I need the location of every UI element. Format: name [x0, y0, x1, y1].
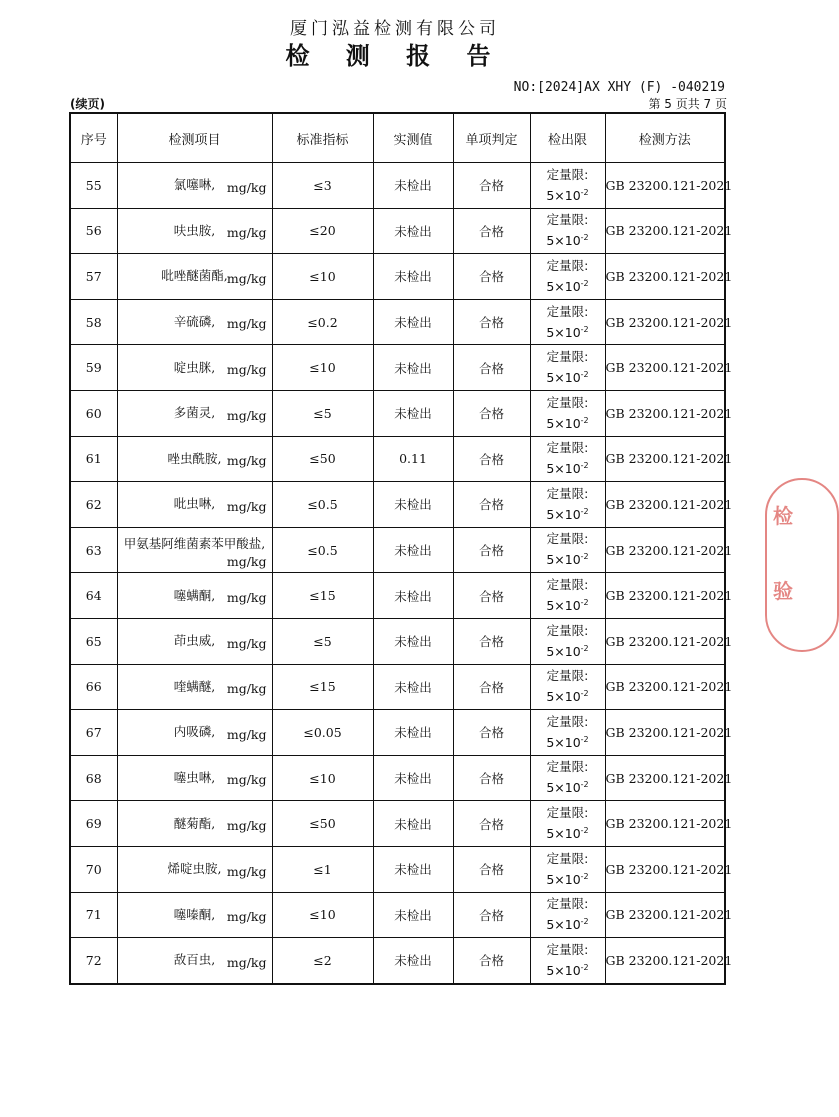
lod-value: 5×10	[546, 962, 581, 978]
lod-prefix: 定量限:	[546, 485, 589, 501]
judgment: 合格	[453, 664, 530, 710]
row-no: 63	[70, 527, 117, 573]
judgment: 合格	[453, 299, 530, 345]
test-item-unit: mg/kg	[226, 681, 267, 697]
lod-value: 5×10	[546, 461, 581, 477]
table-row	[70, 345, 725, 391]
detection-limit	[530, 801, 605, 847]
test-method: GB 23200.121-2021	[605, 299, 725, 345]
measured-value: 未检出	[373, 892, 453, 938]
table-row	[70, 755, 725, 801]
measured-value: 未检出	[373, 801, 453, 847]
table-row	[70, 254, 725, 300]
lod-exponent: -2	[580, 278, 589, 288]
test-item-name: 醚菊酯,	[173, 815, 216, 831]
measured-value: 未检出	[373, 299, 453, 345]
lod-value: 5×10	[546, 917, 581, 933]
test-item	[117, 299, 272, 345]
lod-value: 5×10	[546, 507, 581, 523]
test-item-name: 唑虫酰胺,	[167, 450, 222, 466]
row-no: 67	[70, 710, 117, 756]
test-method: GB 23200.121-2021	[605, 710, 725, 756]
standard-limit: ≤0.2	[272, 299, 373, 345]
test-item	[117, 618, 272, 664]
report-title: 检 测 报 告	[285, 42, 505, 70]
table-row	[70, 163, 725, 209]
lod-prefix: 定量限:	[546, 257, 589, 273]
lod-exponent: -2	[580, 187, 589, 197]
test-item	[117, 345, 272, 391]
test-method: GB 23200.121-2021	[605, 163, 725, 209]
test-method: GB 23200.121-2021	[605, 436, 725, 482]
test-item-unit: mg/kg	[226, 453, 267, 469]
judgment: 合格	[453, 846, 530, 892]
detection-limit	[530, 573, 605, 619]
judgment: 合格	[453, 527, 530, 573]
test-method: GB 23200.121-2021	[605, 755, 725, 801]
detection-limit	[530, 208, 605, 254]
lod-exponent: -2	[580, 780, 589, 790]
lod-value: 5×10	[546, 370, 581, 386]
test-method: GB 23200.121-2021	[605, 345, 725, 391]
detection-limit	[530, 299, 605, 345]
lod-exponent: -2	[580, 415, 589, 425]
measured-value: 未检出	[373, 664, 453, 710]
test-item	[117, 436, 272, 482]
test-item-name: 茚虫威,	[173, 633, 216, 649]
detection-limit	[530, 482, 605, 528]
lod-exponent: -2	[580, 233, 589, 243]
lod-prefix: 定量限:	[546, 759, 589, 775]
judgment: 合格	[453, 618, 530, 664]
lod-exponent: -2	[580, 962, 589, 972]
detection-limit	[530, 527, 605, 573]
lod-exponent: -2	[580, 643, 589, 653]
test-item	[117, 482, 272, 528]
test-item-name: 噻螨酮,	[173, 587, 216, 603]
test-item-unit: mg/kg	[226, 817, 267, 833]
lod-exponent: -2	[580, 552, 589, 562]
test-item	[117, 801, 272, 847]
lod-prefix: 定量限:	[546, 531, 589, 547]
row-no: 55	[70, 163, 117, 209]
lod-exponent: -2	[580, 461, 589, 471]
standard-limit: ≤3	[272, 163, 373, 209]
test-method: GB 23200.121-2021	[605, 664, 725, 710]
lod-value: 5×10	[546, 552, 581, 568]
standard-limit: ≤0.05	[272, 710, 373, 756]
row-no: 56	[70, 208, 117, 254]
table-row	[70, 710, 725, 756]
row-no: 71	[70, 892, 117, 938]
judgment: 合格	[453, 710, 530, 756]
test-item	[117, 664, 272, 710]
table-row	[70, 618, 725, 664]
test-item-unit: mg/kg	[226, 863, 267, 879]
standard-limit: ≤10	[272, 345, 373, 391]
col-header-method: 检测方法	[605, 113, 725, 163]
measured-value: 未检出	[373, 755, 453, 801]
judgment: 合格	[453, 254, 530, 300]
lod-value: 5×10	[546, 735, 581, 750]
detection-limit	[530, 618, 605, 664]
judgment: 合格	[453, 163, 530, 209]
lod-prefix: 定量限:	[546, 622, 589, 638]
stamp-char: 验	[773, 579, 793, 603]
test-item-name: 啶虫脒,	[173, 359, 216, 375]
judgment: 合格	[453, 436, 530, 482]
detection-limit	[530, 163, 605, 209]
standard-limit: ≤5	[272, 618, 373, 664]
row-no: 70	[70, 846, 117, 892]
detection-limit	[530, 710, 605, 756]
red-seal-stamp	[765, 478, 839, 652]
lod-value: 5×10	[546, 187, 581, 203]
judgment: 合格	[453, 573, 530, 619]
row-no: 65	[70, 618, 117, 664]
standard-limit: ≤50	[272, 436, 373, 482]
test-item	[117, 755, 272, 801]
test-method: GB 23200.121-2021	[605, 892, 725, 938]
test-item	[117, 208, 272, 254]
page-number: 第 5 页共 7 页	[648, 97, 727, 111]
test-method: GB 23200.121-2021	[605, 618, 725, 664]
detection-limit	[530, 846, 605, 892]
standard-limit: ≤20	[272, 208, 373, 254]
test-method: GB 23200.121-2021	[605, 573, 725, 619]
measured-value: 未检出	[373, 345, 453, 391]
test-item-unit: mg/kg	[226, 589, 267, 605]
col-header-no: 序号	[70, 113, 117, 163]
lod-exponent: -2	[580, 598, 589, 608]
judgment: 合格	[453, 801, 530, 847]
table-row	[70, 846, 725, 892]
test-item	[117, 892, 272, 938]
report-number: NO:[2024]AX XHY (F) -040219	[513, 80, 725, 95]
judgment: 合格	[453, 390, 530, 436]
standard-limit: ≤2	[272, 938, 373, 984]
row-no: 61	[70, 436, 117, 482]
lod-exponent: -2	[580, 917, 589, 927]
test-item-unit: mg/kg	[226, 772, 267, 788]
table-row	[70, 527, 725, 573]
standard-limit: ≤0.5	[272, 527, 373, 573]
detection-limit	[530, 390, 605, 436]
test-method: GB 23200.121-2021	[605, 390, 725, 436]
col-header-measured: 实测值	[373, 113, 453, 163]
lod-exponent: -2	[580, 370, 589, 380]
row-no: 60	[70, 390, 117, 436]
lod-exponent: -2	[580, 826, 589, 836]
standard-limit: ≤10	[272, 254, 373, 300]
measured-value: 0.11	[373, 436, 453, 482]
results-table	[69, 112, 733, 985]
measured-value: 未检出	[373, 618, 453, 664]
lod-exponent: -2	[580, 324, 589, 334]
standard-limit: ≤15	[272, 573, 373, 619]
table-row	[70, 299, 725, 345]
lod-exponent: -2	[580, 871, 589, 881]
test-item-name: 内吸磷,	[173, 724, 216, 740]
test-method: GB 23200.121-2021	[605, 208, 725, 254]
standard-limit: ≤0.5	[272, 482, 373, 528]
continued-label: (续页)	[70, 97, 105, 111]
company-name: 厦门泓益检测有限公司	[290, 19, 500, 39]
test-item	[117, 527, 272, 573]
lod-exponent: -2	[580, 506, 589, 516]
lod-prefix: 定量限:	[546, 349, 589, 365]
lod-prefix: 定量限:	[546, 212, 589, 228]
lod-value: 5×10	[546, 826, 581, 842]
measured-value: 未检出	[373, 208, 453, 254]
lod-value: 5×10	[546, 279, 581, 295]
row-no: 66	[70, 664, 117, 710]
table-row	[70, 801, 725, 847]
col-header-judgment: 单项判定	[453, 113, 530, 163]
lod-value: 5×10	[546, 689, 581, 705]
detection-limit	[530, 755, 605, 801]
test-item	[117, 254, 272, 300]
lod-value: 5×10	[546, 324, 581, 340]
test-method: GB 23200.121-2021	[605, 938, 725, 984]
test-item	[117, 846, 272, 892]
detection-limit	[530, 436, 605, 482]
test-item-unit: mg/kg	[226, 270, 267, 286]
test-item	[117, 390, 272, 436]
measured-value: 未检出	[373, 846, 453, 892]
detection-limit	[530, 254, 605, 300]
lod-prefix: 定量限:	[546, 805, 589, 821]
row-no: 69	[70, 801, 117, 847]
measured-value: 未检出	[373, 390, 453, 436]
detection-limit	[530, 664, 605, 710]
measured-value: 未检出	[373, 938, 453, 984]
lod-prefix: 定量限:	[546, 394, 589, 410]
table-row	[70, 390, 725, 436]
test-item	[117, 163, 272, 209]
test-item-unit: mg/kg	[226, 554, 267, 570]
standard-limit: ≤5	[272, 390, 373, 436]
stamp-char: 检	[773, 504, 793, 528]
lod-prefix: 定量限:	[546, 713, 589, 729]
judgment: 合格	[453, 345, 530, 391]
test-item-name: 多菌灵,	[173, 405, 216, 421]
lod-exponent: -2	[580, 734, 589, 744]
row-no: 64	[70, 573, 117, 619]
col-header-lod: 检出限	[530, 113, 605, 163]
row-no: 72	[70, 938, 117, 984]
test-item	[117, 573, 272, 619]
test-item	[117, 938, 272, 984]
measured-value: 未检出	[373, 527, 453, 573]
table-row	[70, 573, 725, 619]
test-method: GB 23200.121-2021	[605, 254, 725, 300]
standard-limit: ≤10	[272, 892, 373, 938]
row-no: 57	[70, 254, 117, 300]
table-header-row	[70, 113, 725, 163]
test-item-name: 噻嗪酮,	[173, 906, 216, 922]
test-item-unit: mg/kg	[226, 407, 267, 423]
test-item-name: 喹螨醚,	[173, 678, 216, 694]
table-row	[70, 482, 725, 528]
test-method: GB 23200.121-2021	[605, 482, 725, 528]
standard-limit: ≤15	[272, 664, 373, 710]
test-item-unit: mg/kg	[226, 909, 267, 925]
lod-value: 5×10	[546, 643, 581, 659]
test-item-name: 呋虫胺,	[173, 222, 216, 238]
test-item	[117, 710, 272, 756]
test-item-name: 吡唑醚菌酯,	[161, 268, 228, 284]
lod-exponent: -2	[580, 689, 589, 699]
test-item-unit: mg/kg	[226, 225, 267, 241]
test-item-unit: mg/kg	[226, 316, 267, 332]
col-header-standard: 标准指标	[272, 113, 373, 163]
lod-prefix: 定量限:	[546, 850, 589, 866]
measured-value: 未检出	[373, 482, 453, 528]
lod-value: 5×10	[546, 780, 581, 796]
lod-prefix: 定量限:	[546, 668, 589, 684]
measured-value: 未检出	[373, 573, 453, 619]
test-item-name: 辛硫磷,	[173, 314, 216, 330]
row-no: 68	[70, 755, 117, 801]
standard-limit: ≤1	[272, 846, 373, 892]
detection-limit	[530, 345, 605, 391]
measured-value: 未检出	[373, 710, 453, 756]
table-row	[70, 892, 725, 938]
table-row	[70, 664, 725, 710]
judgment: 合格	[453, 482, 530, 528]
table-row	[70, 208, 725, 254]
judgment: 合格	[453, 755, 530, 801]
lod-prefix: 定量限:	[546, 166, 589, 182]
measured-value: 未检出	[373, 254, 453, 300]
lod-value: 5×10	[546, 233, 581, 249]
test-item-unit: mg/kg	[226, 179, 267, 195]
test-item-name: 氯噻啉,	[173, 177, 216, 193]
test-method: GB 23200.121-2021	[605, 801, 725, 847]
lod-prefix: 定量限:	[546, 577, 589, 593]
lod-prefix: 定量限:	[546, 303, 589, 319]
test-item-unit: mg/kg	[226, 635, 267, 651]
lod-prefix: 定量限:	[546, 941, 589, 957]
lod-value: 5×10	[546, 415, 581, 431]
detection-limit	[530, 892, 605, 938]
standard-limit: ≤50	[272, 801, 373, 847]
table-row	[70, 436, 725, 482]
table-row	[70, 938, 725, 984]
test-item-unit: mg/kg	[226, 954, 267, 970]
row-no: 62	[70, 482, 117, 528]
judgment: 合格	[453, 892, 530, 938]
row-no: 58	[70, 299, 117, 345]
lod-value: 5×10	[546, 598, 581, 614]
judgment: 合格	[453, 938, 530, 984]
test-item-name: 烯啶虫胺,	[167, 861, 222, 877]
lod-value: 5×10	[546, 871, 581, 887]
measured-value: 未检出	[373, 163, 453, 209]
test-method: GB 23200.121-2021	[605, 527, 725, 573]
test-item-name: 噻虫啉,	[173, 770, 216, 786]
row-no: 59	[70, 345, 117, 391]
test-item-unit: mg/kg	[226, 498, 267, 514]
judgment: 合格	[453, 208, 530, 254]
test-method: GB 23200.121-2021	[605, 846, 725, 892]
detection-limit	[530, 938, 605, 984]
standard-limit: ≤10	[272, 755, 373, 801]
test-item-unit: mg/kg	[226, 361, 267, 377]
lod-prefix: 定量限:	[546, 440, 589, 456]
test-item-name: 敌百虫,	[173, 952, 216, 968]
test-item-unit: mg/kg	[226, 726, 267, 742]
test-item-name: 甲氨基阿维菌素苯甲酸盐,	[123, 536, 266, 552]
lod-prefix: 定量限:	[546, 896, 589, 912]
test-item-name: 吡虫啉,	[173, 496, 216, 512]
col-header-item: 检测项目	[117, 113, 272, 163]
